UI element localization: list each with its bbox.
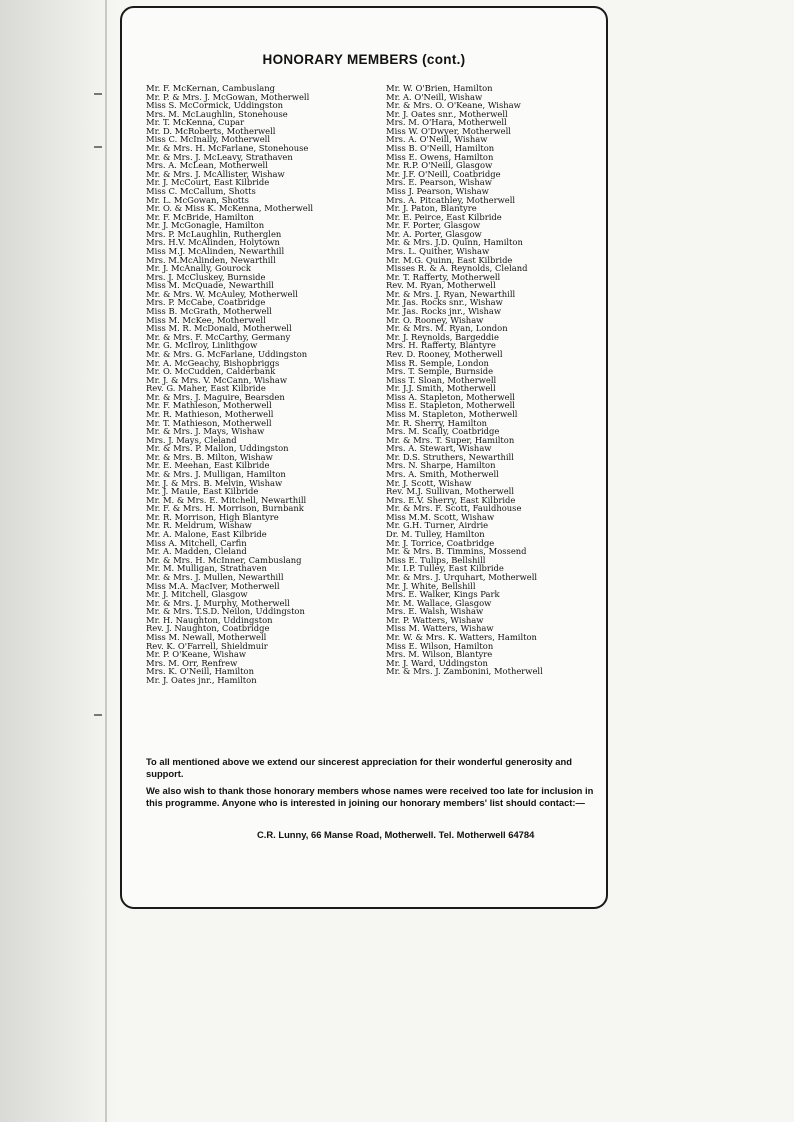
member-entry: Mr. J. Ward, Uddingston — [386, 657, 488, 668]
member-entry: Mr. & Mrs. J. Zambonini, Motherwell — [386, 666, 543, 677]
member-entry: Miss B. McGrath, Motherwell — [146, 306, 272, 317]
member-entry: Mr. & Mrs. T. Super, Hamilton — [386, 434, 515, 445]
member-entry: Mr. & Mrs. J. Mullen, Newarthill — [146, 571, 284, 582]
member-entry: Mr. & Mrs. J. Urquhart, Motherwell — [386, 571, 538, 582]
member-entry: Mr. L. McGowan, Shotts — [146, 194, 249, 205]
member-entry: Mrs. K. O'Neill, Hamilton — [146, 666, 254, 677]
member-entry: Mrs. H.V. McAlinden, Holytown — [146, 237, 280, 248]
member-entry: Mr. A. Malone, East Kilbride — [146, 529, 267, 540]
member-entry: Miss M. R. McDonald, Motherwell — [146, 323, 292, 334]
member-entry: Mr. J. Mitchell, Glasgow — [146, 589, 248, 600]
member-entry: Mr. J. Paton, Blantyre — [386, 203, 477, 214]
member-entry: Mrs. A. McLean, Motherwell — [146, 160, 268, 171]
member-entry: Mr. J. Torrice, Coatbridge — [386, 537, 495, 548]
member-entry: Mr. O. Rooney, Wishaw — [386, 314, 484, 325]
member-entry: Mr. J. McCourt, East Kilbride — [146, 177, 270, 188]
member-entry: Mr. J. Scott, Wishaw — [386, 477, 472, 488]
member-entry: Mr. J. McAnally, Gourock — [146, 263, 251, 274]
member-entry: Mrs. P. McLaughlin, Rutherglen — [146, 228, 282, 239]
member-entry: Mr. M. Mulligan, Strathaven — [146, 563, 267, 574]
member-entry: Mr. & Mrs. J. Ryan, Newarthill — [386, 288, 516, 299]
member-entry: Mr. & Mrs. B. Milton, Wishaw — [146, 451, 273, 462]
member-entry: Miss M.J. McAlinden, Newarthill — [146, 245, 285, 256]
member-entry: Mr. H. Naughton, Uddingston — [146, 614, 273, 625]
member-entry: Mrs. M.McAlinden, Newarthill — [146, 254, 276, 265]
member-entry: Mr. E. Peirce, East Kilbride — [386, 211, 502, 222]
member-entry: Mr. R. Meldrum, Wishaw — [146, 520, 252, 531]
member-entry: Mr. T. McKenna, Cupar — [146, 117, 245, 128]
member-entry: Rev. G. Maher, East Kilbride — [146, 383, 266, 394]
member-entry: Mr. F. Mathieson, Motherwell — [146, 400, 272, 411]
member-entry: Miss T. Sloan, Motherwell — [386, 374, 497, 385]
member-entry: Rev. K. O'Farrell, Shieldmuir — [146, 640, 268, 651]
member-entry: Miss M. McQuade, Newarthill — [146, 280, 274, 291]
member-entry: Mr. J. & Mrs. V. McCann, Wishaw — [146, 374, 288, 385]
member-entry: Mrs. N. Sharpe, Hamilton — [386, 460, 496, 471]
member-entry: Mr. Jas. Rocks jnr., Wishaw — [386, 306, 502, 317]
member-entry: Mr. & Mrs. J. Mulligan, Hamilton — [146, 469, 286, 480]
contact-line: C.R. Lunny, 66 Manse Road, Motherwell. Tel. Motherwell 64784 — [257, 829, 535, 840]
member-entry: Miss W. O'Dwyer, Motherwell — [386, 125, 511, 136]
member-entry: Miss M. Stapleton, Motherwell — [386, 408, 518, 419]
member-entry: Mr. A. O'Neill, Wishaw — [386, 91, 483, 102]
member-entry: Mrs. M. Orr, Renfrew — [146, 657, 238, 668]
member-entry: Miss M.A. MacIver, Motherwell — [146, 580, 280, 591]
member-entry: Mr. M. & Mrs. E. Mitchell, Newarthill — [146, 494, 307, 505]
member-entry: Mrs. T. Semple, Burnside — [386, 366, 494, 377]
member-entry: Mr. M.G. Quinn, East Kilbride — [386, 254, 513, 265]
member-entry: Miss A. Stapleton, Motherwell — [386, 391, 515, 402]
member-entry: Mrs. P. McCabe, Coatbridge — [146, 297, 266, 308]
member-entry: Rev. J. Naughton, Coatbridge — [146, 623, 270, 634]
member-entry: Mr. J. Oates snr., Motherwell — [386, 108, 508, 119]
member-entry: Mr. F. McKernan, Cambuslang — [146, 83, 275, 93]
member-entry: Mr. J. & Mrs. B. Melvin, Wishaw — [146, 477, 283, 488]
member-entry: Mr. J.J. Smith, Motherwell — [386, 383, 496, 394]
member-entry: Mr. & Mrs. G. McFarlane, Uddingston — [146, 348, 308, 359]
page-title: HONORARY MEMBERS (cont.) — [262, 52, 466, 67]
page-mark — [94, 146, 102, 148]
member-entry: Mr. T. Mathieson, Motherwell — [146, 417, 272, 428]
member-entry: Mrs. M. McLaughlin, Stonehouse — [146, 108, 288, 119]
member-entry: Mr. E. Meehan, East Kilbride — [146, 460, 270, 471]
member-entry: Dr. M. Tulley, Hamilton — [386, 529, 485, 540]
member-entry: Mr. & Mrs. H. McInner, Cambuslang — [146, 554, 302, 565]
member-entry: Mr. & Mrs. J. McLeavy, Strathaven — [146, 151, 293, 162]
member-entry: Mr. O. & Miss K. McKenna, Motherwell — [146, 203, 314, 214]
member-entry: Mr. F. Porter, Glasgow — [386, 220, 481, 231]
member-entry: Mrs. E. Pearson, Wishaw — [386, 177, 492, 188]
member-entry: Mr. D. McRoberts, Motherwell — [146, 125, 276, 136]
member-entry: Mr. & Mrs. W. McAuley, Motherwell — [146, 288, 298, 299]
appreciation-text: To all mentioned above we extend our sincerest appreciation for their wonderful generosity and support. — [146, 756, 572, 779]
member-entry: Miss E. Owens, Hamilton — [386, 151, 494, 162]
member-entry: Mr. P. Watters, Wishaw — [386, 614, 484, 625]
member-entry: Rev. D. Rooney, Motherwell — [386, 348, 503, 359]
member-entry: Miss M. Watters, Wishaw — [386, 623, 494, 634]
member-entry: Mr. & Mrs. P. Mallon, Uddingston — [146, 443, 289, 454]
member-entry: Mr. I.P. Tulley, East Kilbride — [386, 563, 504, 574]
member-entry: Miss E. Wilson, Hamilton — [386, 640, 494, 651]
member-entry: Mr. R. Mathieson, Motherwell — [146, 408, 274, 419]
page-edge-shadow — [0, 0, 118, 1122]
member-entry: Mrs. J. Mays, Cleland — [146, 434, 237, 445]
member-entry: Mr. & Mrs. J. McAllister, Wishaw — [146, 168, 285, 179]
member-entry: Mrs. H. Rafferty, Blantyre — [386, 340, 496, 351]
member-entry: Mr. G.H. Turner, Airdrie — [386, 520, 489, 531]
members-left-column — [146, 84, 313, 684]
member-entry: Mr. W. O'Brien, Hamilton — [386, 83, 493, 93]
member-entry: Miss M. Newall, Motherwell — [146, 632, 267, 642]
member-entry: Mr. M. Wallace, Glasgow — [386, 597, 492, 608]
member-entry: Mr. F. McBride, Hamilton — [146, 211, 254, 222]
member-entry: Mr. & Mrs. F. McCarthy, Germany — [146, 331, 291, 342]
member-entry: Mr. J. Oates jnr., Hamilton — [146, 674, 257, 685]
member-entry: Mr. & Mrs. F. Scott, Fauldhouse — [386, 503, 522, 514]
member-entry: Mr. J. White, Bellshill — [386, 580, 476, 591]
member-entry: Mrs. M. Scally, Coatbridge — [386, 426, 500, 437]
member-entry: Mr. D.S. Struthers, Newarthill — [386, 451, 514, 462]
member-entry: Mr. O. McCudden, Calderbank — [146, 366, 276, 377]
member-entry: Mr. G. McIlroy, Linlithgow — [146, 340, 258, 351]
member-entry: Mr. A. Porter, Glasgow — [386, 228, 482, 239]
member-entry: Mr. F. & Mrs. H. Morrison, Burnbank — [146, 503, 304, 514]
member-entry: Mr. & Mrs. J. Maguire, Bearsden — [146, 391, 285, 402]
member-entry: Miss C. McCallum, Shotts — [146, 185, 256, 196]
member-entry: Mr. J. McGonagle, Hamilton — [146, 220, 265, 231]
member-entry: Miss A. Mitchell, Carfin — [146, 537, 247, 548]
member-entry: Mr. & Mrs. B. Timmins, Mossend — [386, 546, 527, 557]
page-mark — [94, 714, 102, 716]
member-entry: Mr. T. Rafferty, Motherwell — [386, 271, 501, 282]
member-entry: Miss E. Stapleton, Motherwell — [386, 400, 515, 411]
member-entry: Mrs. A. Smith, Motherwell — [386, 469, 499, 480]
member-entry: Mr. R. Sherry, Hamilton — [386, 417, 488, 428]
member-entry: Mrs. A. Pitcathley, Motherwell — [386, 194, 516, 205]
member-entry: Mr. J. Reynolds, Bargeddie — [386, 331, 499, 342]
member-entry: Mr. & Mrs. J. Mays, Wishaw — [146, 426, 265, 437]
member-entry: Mr. P. O'Keane, Wishaw — [146, 649, 247, 660]
late-entries-text: We also wish to thank those honorary members whose names were received too late for inclusion in this programme. Anyone who is interested in joining our honorary members' list should contact:— — [146, 785, 594, 808]
members-right-column — [386, 84, 543, 676]
member-entry: Mrs. J. McCluskey, Burnside — [146, 271, 266, 282]
member-entry: Mr. J.F. O'Neill, Coatbridge — [386, 168, 501, 179]
member-entry: Mr. & Mrs. M. Ryan, London — [386, 323, 508, 334]
member-entry: Miss M.M. Scott, Wishaw — [386, 511, 495, 522]
member-entry: Mr. & Mrs. J.D. Quinn, Hamilton — [386, 237, 523, 248]
member-entry: Mr. A. Madden, Cleland — [146, 546, 247, 557]
member-entry: Mr. W. & Mrs. K. Watters, Hamilton — [386, 632, 537, 642]
member-entry: Mrs. M. Wilson, Blantyre — [386, 649, 493, 660]
member-entry: Mr. P. & Mrs. J. McGowan, Motherwell — [146, 91, 310, 102]
member-entry: Miss E. Tulips, Bellshill — [386, 554, 486, 565]
member-entry: Rev. M.J. Sullivan, Motherwell — [386, 486, 515, 497]
member-entry: Mr. A. McGeachy, Bishopbriggs — [146, 357, 280, 368]
member-entry: Mr. J. Maule, East Kilbride — [146, 486, 259, 497]
page-fold — [105, 0, 107, 1122]
member-entry: Miss R. Semple, London — [386, 357, 489, 368]
member-entry: Mr. R. Morrison, High Blantyre — [146, 511, 279, 522]
member-entry: Mr. R.P. O'Neill, Glasgow — [386, 160, 493, 171]
member-entry: Mrs. M. O'Hara, Motherwell — [386, 117, 507, 128]
member-entry: Miss J. Pearson, Wishaw — [386, 185, 489, 196]
member-entry: Mrs. A. O'Neill, Wishaw — [386, 134, 488, 145]
member-entry: Mr. Jas. Rocks snr., Wishaw — [386, 297, 503, 308]
member-entry: Misses R. & A. Reynolds, Cleland — [386, 263, 528, 274]
page-mark — [94, 93, 102, 95]
member-entry: Mr. & Mrs. H. McFarlane, Stonehouse — [146, 143, 309, 154]
member-entry: Rev. M. Ryan, Motherwell — [386, 280, 496, 291]
member-entry: Mr. & Mrs. J. Murphy, Motherwell — [146, 597, 290, 608]
member-entry: Mr. & Mrs. T.S.D. Neilon, Uddingston — [146, 606, 305, 617]
member-entry: Mrs. E. Walsh, Wishaw — [386, 606, 484, 617]
member-entry: Mrs. A. Stewart, Wishaw — [386, 443, 492, 454]
member-entry: Miss B. O'Neill, Hamilton — [386, 143, 495, 154]
member-entry: Miss C. McInally, Motherwell — [146, 134, 271, 145]
member-entry: Mrs. E. Walker, Kings Park — [386, 589, 500, 600]
member-entry: Mrs. L. Quither, Wishaw — [386, 245, 490, 256]
member-entry: Mrs. E.V. Sherry, East Kilbride — [386, 494, 516, 505]
member-entry: Miss S. McCormick, Uddingston — [146, 100, 284, 111]
member-entry: Mr. & Mrs. O. O'Keane, Wishaw — [386, 100, 521, 111]
member-entry: Miss M. McKee, Motherwell — [146, 314, 266, 325]
